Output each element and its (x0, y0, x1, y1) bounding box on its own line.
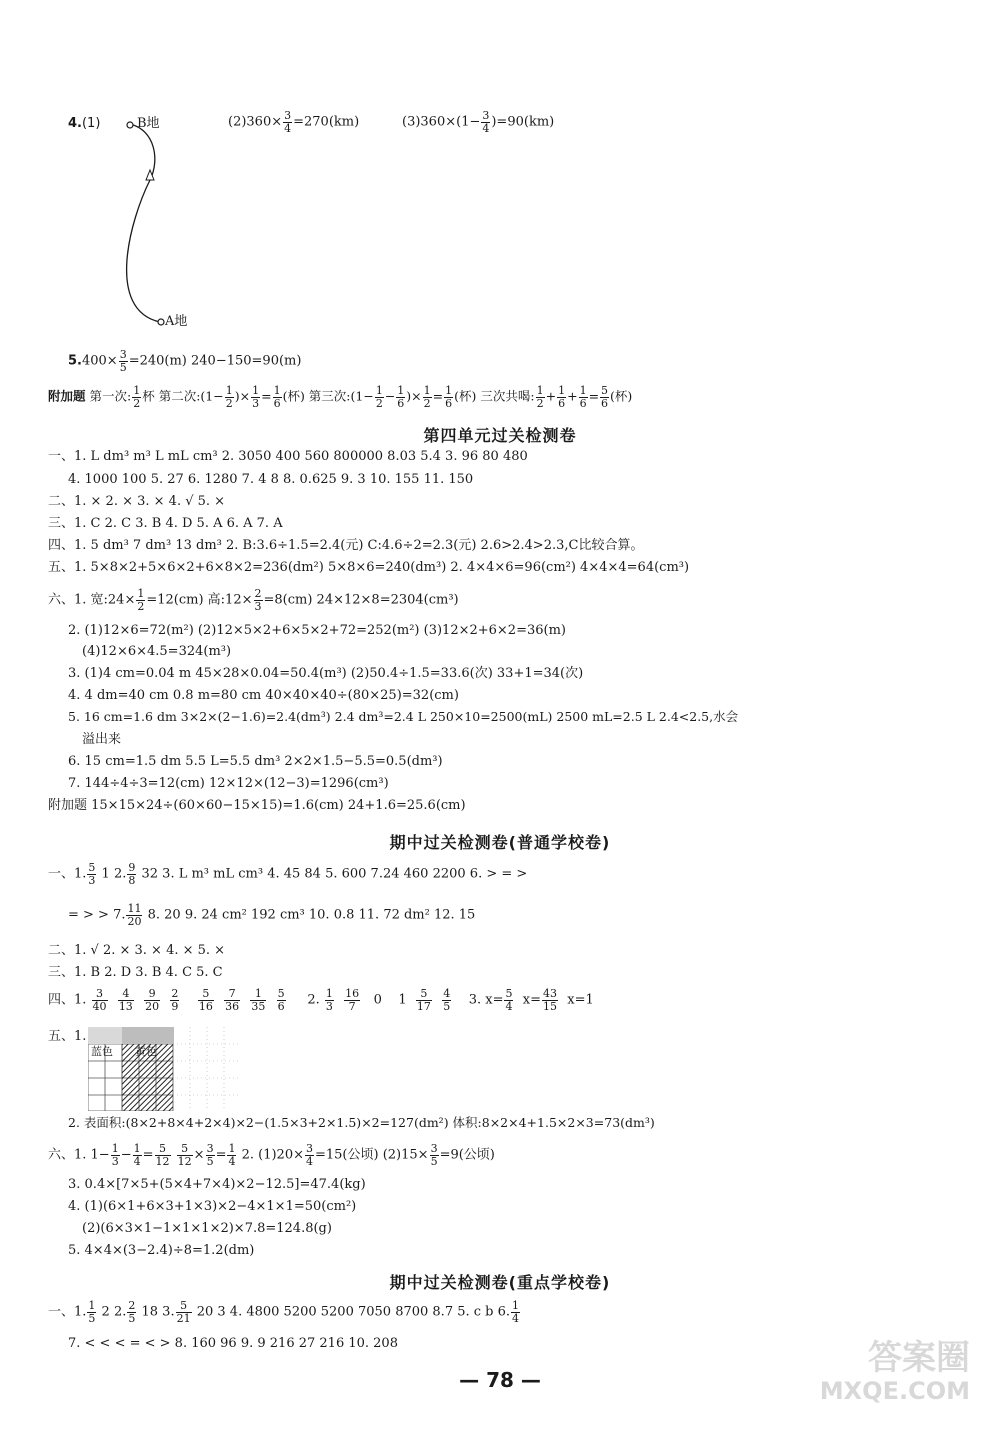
sec4-line-5: 四、1. 5 dm³ 7 dm³ 13 dm³ 2. B:3.6÷1.5=2.4(元) C:4.6÷2=2.3(元) 2.6>2.4>2.3,C比较合算。 (48, 538, 644, 553)
mid1-row-6-label: 五、1. (48, 1029, 87, 1044)
section4-title: 第四单元过关检测卷 (423, 426, 577, 445)
midterm1-title: 期中过关检测卷(普通学校卷) (389, 833, 611, 852)
sec4-line-7: 六、1. 宽:24× $\frac{1}{2}$ =12(cm) 高:12× $\frac{2}{3}$ =8(cm) 24×12×8=2304(cm³) (48, 587, 459, 613)
q4-answer-3: (3)360×(1− $\frac{3}{4}$ )=90(km) (402, 109, 555, 135)
mid1-row-10: 4. (1)(6×1+6×3+1×3)×2−4×1×1=50(cm²) (68, 1199, 357, 1214)
mid1-row-3: 二、1. √ 2. × 3. × 4. × 5. × (48, 943, 226, 958)
sec4-line-6: 五、1. 5×8×2+5×6×2+6×8×2=236(dm²) 5×8×6=240(dm³) 2. 4×4×6=96(cm²) 4×4×4=64(cm³) (48, 560, 690, 575)
sec4-line-13: 溢出来 (82, 732, 122, 747)
mid1-row-5: 四、1. $\frac{3}{40}$ $\frac{4}{13}$ $\frac{9}{20}$ $\frac{2}{9}$ $\frac{5}{16}$ $\frac{7}{36}$ $\frac{1}{35}$ $\frac{5}{6}$ 2. $\frac{1}{3}$ $\frac{16}{7}$ 0 1 $\frac{5}{17}$ $\frac{4}{5}$ 3. x= $\frac{5}{4}$ x= $\frac{43}{15}$ x=1 (48, 987, 594, 1013)
watermark (820, 1340, 970, 1404)
mid1-row-7: 2. 表面积:(8×2+8×4+2×4)×2−(1.5×3+2×1.5)×2=127(dm²) 体积:8×2×4+1.5×2×3=73(dm³) (68, 1115, 655, 1130)
mid1-row-9: 3. 0.4×[7×5+(5×4+7×4)×2−12.5]=47.4(kg) (68, 1177, 366, 1192)
point-a-dot (158, 319, 164, 325)
grid-label-yellow: 黄色 (135, 1045, 157, 1058)
watermark-url: MXQE.COM (819, 1376, 970, 1405)
mid1-row-4: 三、1. B 2. D 3. B 4. C 5. C (48, 965, 223, 980)
q4-answer-2: (2)360× $\frac{3}{4}$ =270(km) (228, 109, 360, 135)
q4-label: 4.(1) (68, 116, 101, 131)
q5-answer: 5.400× $\frac{3}{5}$ =240(m) 240−150=90(m) (68, 348, 302, 374)
sec4-line-1: 一、1. L dm³ m³ L mL cm³ 2. 3050 400 560 800000 8.03 5.4 3. 96 80 480 (48, 449, 528, 464)
point-a-label: A地 (165, 314, 188, 329)
grid-svg (88, 1027, 268, 1111)
point-b-label: B地 (137, 116, 160, 131)
sec4-line-3: 二、1. × 2. × 3. × 4. √ 5. × (48, 494, 226, 509)
mid1-row-12: 5. 4×4×(3−2.4)÷8=1.2(dm) (68, 1243, 255, 1258)
color-grid-figure (88, 1027, 268, 1111)
mid1-row-11: (2)(6×3×1−1×1×1×2)×7.8=124.8(g) (82, 1221, 332, 1236)
route-diagram (110, 110, 210, 335)
mid1-row-2: = > > 7. $\frac{11}{20}$ 8. 20 9. 24 cm² 192 cm³ 10. 0.8 11. 72 dm² 12. 15 (68, 902, 476, 928)
mid1-row-1: 一、1. $\frac{5}{3}$ 1 2. $\frac{9}{8}$ 32 3. L m³ mL cm³ 4. 45 84 5. 600 7.24 460 2200 6. > = > (48, 861, 528, 887)
mid2-row-2: 7. < < < = < > 8. 160 96 9. 9 216 27 216 10. 208 (68, 1336, 398, 1351)
sec4-line-2: 4. 1000 100 5. 27 6. 1280 7. 4 8 8. 0.625 9. 3 10. 155 11. 150 (68, 472, 474, 487)
sec4-line-9: (4)12×6×4.5=324(m³) (82, 644, 232, 659)
page-number: — 78 — (459, 1368, 541, 1392)
sec4-line-15: 7. 144÷4÷3=12(cm) 12×12×(12−3)=1296(cm³) (68, 776, 389, 791)
sec4-line-8: 2. (1)12×6=72(m²) (2)12×5×2+6×5×2+72=252(m²) (3)12×2+6×2=36(m) (68, 623, 566, 638)
sec4-line-11: 4. 4 dm=40 cm 0.8 m=80 cm 40×40×40÷(80×25)=32(cm) (68, 688, 459, 703)
extra-question: 附加题 第一次: $\frac{1}{2}$ 杯 第二次:(1− $\frac{1}{2}$ )× $\frac{1}{3}$ = $\frac{1}{6}$ (杯) 第三次:(1− $\frac{1}{2}$ − $\frac{1}{6}$ )× $\frac{1}{2}$ = $\frac{1}{6}$ (杯) 三次共喝: $\frac{1}{2}$ + $\frac{1}{6}$ + $\frac{1}{6}$ = $\frac{5}{6}$ (杯) (48, 384, 633, 410)
midterm2-title: 期中过关检测卷(重点学校卷) (389, 1273, 611, 1292)
mid2-row-1: 一、1. $\frac{1}{5}$ 2 2. $\frac{2}{5}$ 18 3. $\frac{5}{21}$ 20 3 4. 4800 5200 5200 7050 8700 8.7 5. c b 6. $\frac{1}{4}$ (48, 1299, 520, 1325)
sec4-line-12: 5. 16 cm=1.6 dm 3×2×(2−1.6)=2.4(dm³) 2.4 dm³=2.4 L 250×10=2500(mL) 2500 mL=2.5 L 2.4<2.5,水会 (68, 709, 739, 724)
sec4-line-10: 3. (1)4 cm=0.04 m 45×28×0.04=50.4(m³) (2)50.4÷1.5=33.6(次) 33+1=34(次) (68, 666, 584, 681)
point-b-dot (127, 122, 133, 128)
sec4-line-4: 三、1. C 2. C 3. B 4. D 5. A 6. A 7. A (48, 516, 283, 531)
sec4-line-14: 6. 15 cm=1.5 dm 5.5 L=5.5 dm³ 2×2×1.5−5.5=0.5(dm³) (68, 754, 443, 769)
sec4-line-16: 附加题 15×15×24÷(60×60−15×15)=1.6(cm) 24+1.6=25.6(cm) (48, 798, 466, 813)
grid-label-blue: 蓝色 (91, 1045, 113, 1058)
watermark-logo-text: 答案圈 (868, 1338, 970, 1379)
mid1-row-8: 六、1. 1− $\frac{1}{3}$ − $\frac{1}{4}$ = $\frac{5}{12}$ $\frac{5}{12}$ × $\frac{3}{5}$ = $\frac{1}{4}$ 2. (1)20× $\frac{3}{4}$ =15(公顷) (2)15× $\frac{3}{5}$ =9(公顷) (48, 1142, 495, 1168)
